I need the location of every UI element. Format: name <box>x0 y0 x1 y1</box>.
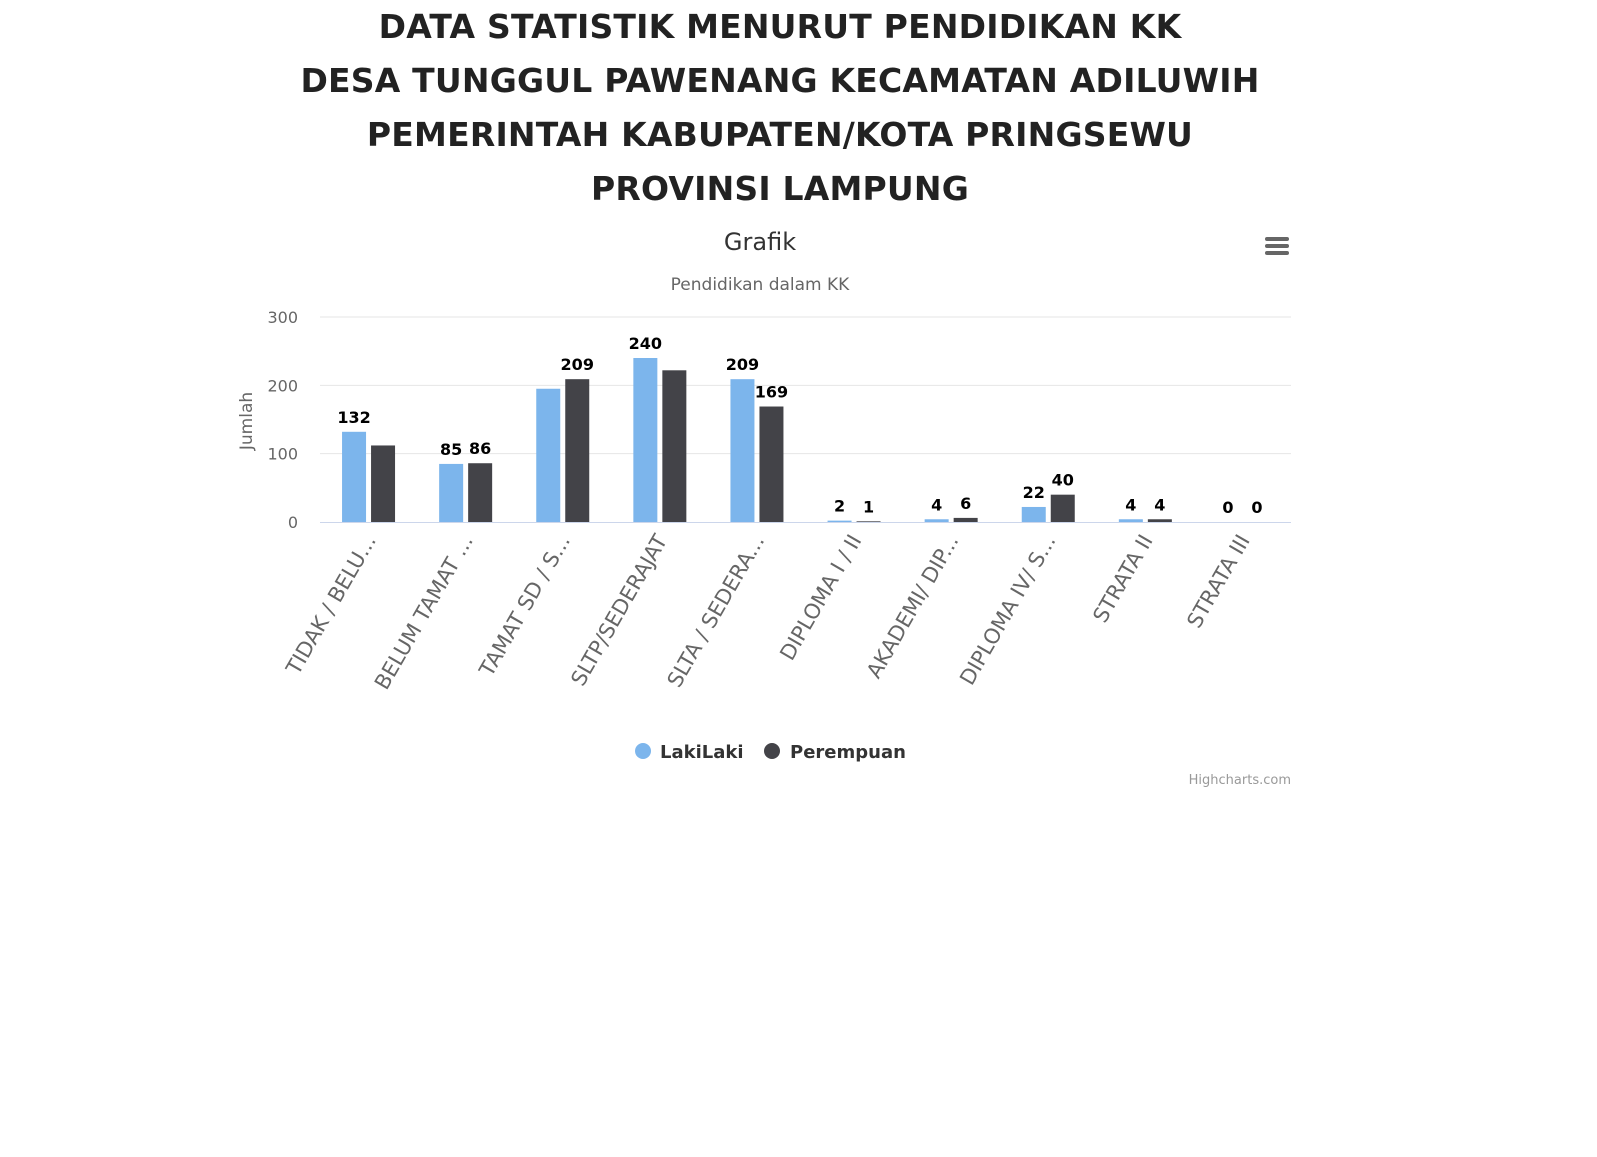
heading-line-2: DESA TUNGGUL PAWENANG KECAMATAN ADILUWIH <box>300 61 1260 100</box>
bar-lakilaki[interactable] <box>536 389 560 522</box>
legend-symbol-lakilaki <box>635 743 651 759</box>
bar-perempuan[interactable] <box>759 407 783 522</box>
x-tick-label: SLTA / SEDERA... <box>662 530 770 692</box>
bar-perempuan[interactable] <box>468 463 492 522</box>
y-tick-label: 0 <box>287 513 298 532</box>
chart-subtitle: Pendidikan dalam KK <box>670 275 850 295</box>
x-tick-label: AKADEMI/ DIP... <box>861 530 964 683</box>
data-label-perempuan: 40 <box>1051 470 1074 490</box>
bar-lakilaki[interactable] <box>828 521 852 522</box>
data-label-lakilaki: 209 <box>725 355 760 375</box>
data-label-lakilaki: 2 <box>833 496 846 516</box>
bar-perempuan[interactable] <box>371 445 395 522</box>
legend-item-perempuan[interactable] <box>764 742 906 763</box>
y-tick-label: 300 <box>267 308 298 327</box>
data-label-perempuan: 86 <box>469 439 492 459</box>
legend-symbol-perempuan <box>764 743 780 759</box>
credits-link[interactable]: Highcharts.com <box>1188 773 1291 788</box>
chart-menu-button[interactable] <box>1259 231 1295 263</box>
bar-perempuan[interactable] <box>662 370 686 522</box>
bar-lakilaki[interactable] <box>439 464 463 522</box>
y-tick-label: 100 <box>267 444 298 464</box>
bar-perempuan[interactable] <box>954 518 978 522</box>
y-axis-ticks <box>267 308 298 532</box>
data-label-perempuan: 0 <box>1251 498 1263 517</box>
data-label-perempuan: 209 <box>560 355 594 375</box>
x-tick-label: TAMAT SD / S... <box>474 530 576 681</box>
data-label-lakilaki: 240 <box>628 334 663 353</box>
heading-line-3: PEMERINTAH KABUPATEN/KOTA PRINGSEWU <box>366 115 1194 154</box>
data-label-perempuan: 1 <box>862 497 875 517</box>
grid-lines <box>320 317 1291 454</box>
bar-perempuan[interactable] <box>1051 495 1075 522</box>
legend-label-perempuan: Perempuan <box>790 742 906 763</box>
data-label-lakilaki: 4 <box>1125 495 1137 515</box>
data-label-lakilaki: 132 <box>337 407 371 427</box>
x-tick-label: STRATA III <box>1182 530 1255 633</box>
bar-lakilaki[interactable] <box>1022 507 1046 522</box>
x-tick-label: SLTP/SEDERAJAT <box>566 530 673 690</box>
legend-label-lakilaki: LakiLaki <box>660 742 744 763</box>
bar-lakilaki[interactable] <box>342 432 366 522</box>
data-label-lakilaki: 22 <box>1022 482 1045 502</box>
data-label-perempuan: 6 <box>960 493 972 513</box>
bar-lakilaki[interactable] <box>1119 519 1143 522</box>
x-tick-label: BELUM TAMAT ... <box>369 530 478 694</box>
bar-perempuan[interactable] <box>565 379 589 522</box>
data-label-perempuan: 169 <box>754 382 789 402</box>
bar-lakilaki[interactable] <box>925 519 949 522</box>
legend <box>635 742 906 763</box>
heading-line-4: PROVINSI LAMPUNG <box>590 169 970 208</box>
x-tick-label: DIPLOMA IV/ S... <box>955 530 1061 690</box>
bar-lakilaki[interactable] <box>730 379 754 522</box>
bar-perempuan[interactable] <box>1148 519 1172 522</box>
x-axis-ticks <box>281 530 1255 693</box>
hamburger-menu-icon[interactable] <box>1265 237 1289 255</box>
bar-lakilaki[interactable] <box>633 358 657 522</box>
x-tick-label: STRATA II <box>1088 530 1158 627</box>
data-label-lakilaki: 4 <box>931 495 943 515</box>
y-axis-label: Jumlah <box>237 391 257 451</box>
data-label-lakilaki: 85 <box>440 439 463 459</box>
heading-line-1: DATA STATISTIK MENURUT PENDIDIKAN KK <box>378 7 1182 46</box>
x-tick-label: TIDAK / BELU... <box>281 530 381 679</box>
data-label-perempuan: 4 <box>1154 495 1166 515</box>
x-tick-label: DIPLOMA I / II <box>775 530 867 665</box>
y-tick-label: 200 <box>267 376 298 396</box>
chart-title: Grafik <box>723 228 797 256</box>
bar-perempuan[interactable] <box>857 521 881 522</box>
data-label-lakilaki: 0 <box>1222 498 1234 517</box>
legend-item-lakilaki[interactable] <box>635 742 744 763</box>
